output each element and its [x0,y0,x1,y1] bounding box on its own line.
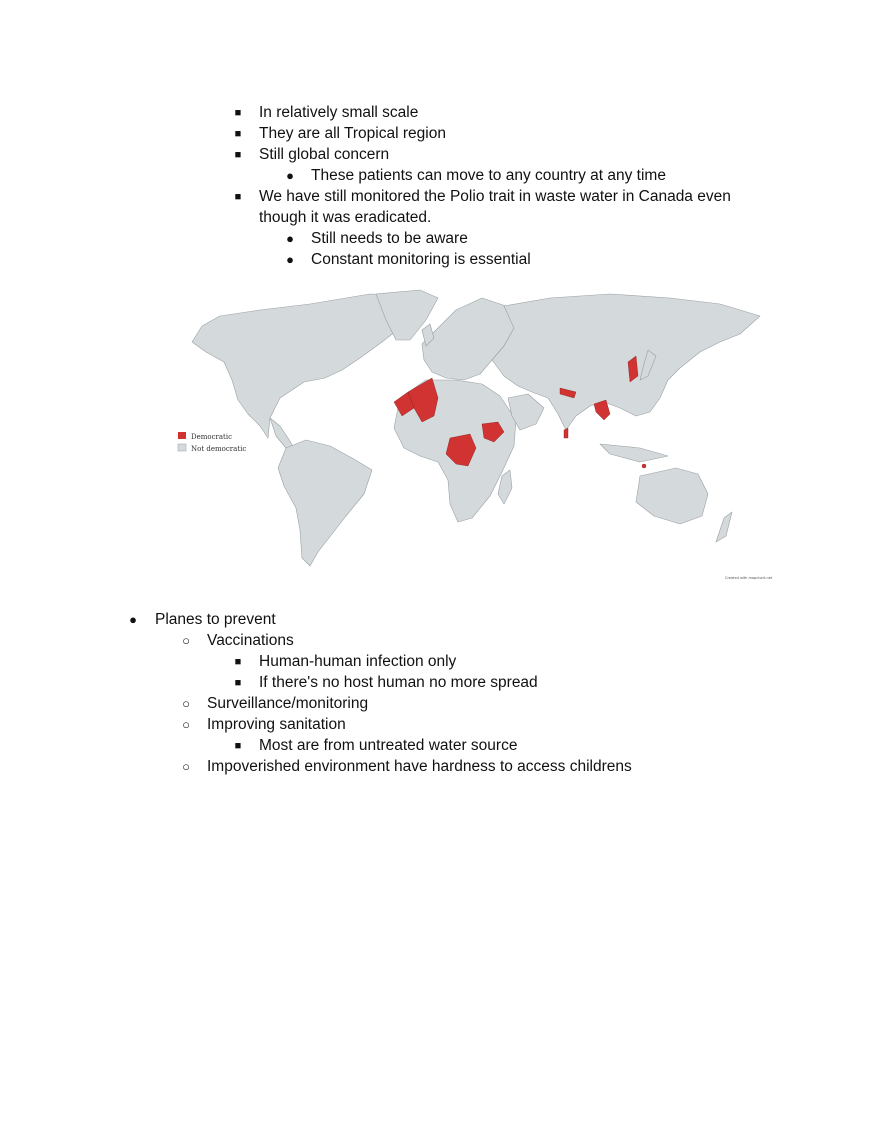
australia-landmass [636,468,708,524]
list-item: Constant monitoring is essential [311,251,531,268]
circle-bullet-icon: ○ [182,696,190,711]
list-item: We have still monitored the Polio trait in waste water in Canada even [259,188,731,205]
square-bullet-icon: ■ [234,191,242,203]
square-bullet-icon: ■ [234,149,242,161]
list-item: Still needs to be aware [311,230,468,247]
legend-democratic-label: Democratic [191,433,233,441]
central-america-landmass [270,418,294,448]
disc-bullet-icon: ● [286,231,294,246]
list-item: These patients can move to any country at any time [311,167,666,184]
circle-bullet-icon: ○ [182,717,190,732]
map-credit: Created with mapchart.net [725,576,773,580]
disc-bullet-icon: ● [129,612,137,627]
south-america-landmass [278,440,372,566]
world-map-image [120,280,780,590]
list-item-continuation: though it was eradicated. [259,209,432,226]
square-bullet-icon: ■ [234,740,242,752]
list-item: In relatively small scale [259,104,419,121]
list-item: Still global concern [259,146,390,163]
circle-bullet-icon: ○ [182,633,190,648]
list-item: Impoverished environment have hardness to access childrens [207,758,632,775]
list-item: Human-human infection only [259,653,457,670]
legend-democratic-swatch [178,432,186,439]
region-timor [642,464,646,468]
list-item: Planes to prevent [155,611,276,628]
list-item: Surveillance/monitoring [207,695,369,712]
square-bullet-icon: ■ [234,128,242,140]
list-item: They are all Tropical region [259,125,446,142]
circle-bullet-icon: ○ [182,759,190,774]
legend-not-democratic-label: Not democratic [191,445,247,453]
disc-bullet-icon: ● [286,168,294,183]
list-item: If there's no host human no more spread [259,674,538,691]
square-bullet-icon: ■ [234,656,242,668]
square-bullet-icon: ■ [234,107,242,119]
region-sri-lanka [564,428,568,438]
list-item: Improving sanitation [207,716,346,733]
indonesia-landmass [600,444,668,462]
square-bullet-icon: ■ [234,677,242,689]
list-item: Most are from untreated water source [259,737,518,754]
legend-not-democratic-swatch [178,444,186,451]
list-item: Vaccinations [207,632,294,649]
new-zealand-landmass [716,512,732,542]
disc-bullet-icon: ● [286,252,294,267]
